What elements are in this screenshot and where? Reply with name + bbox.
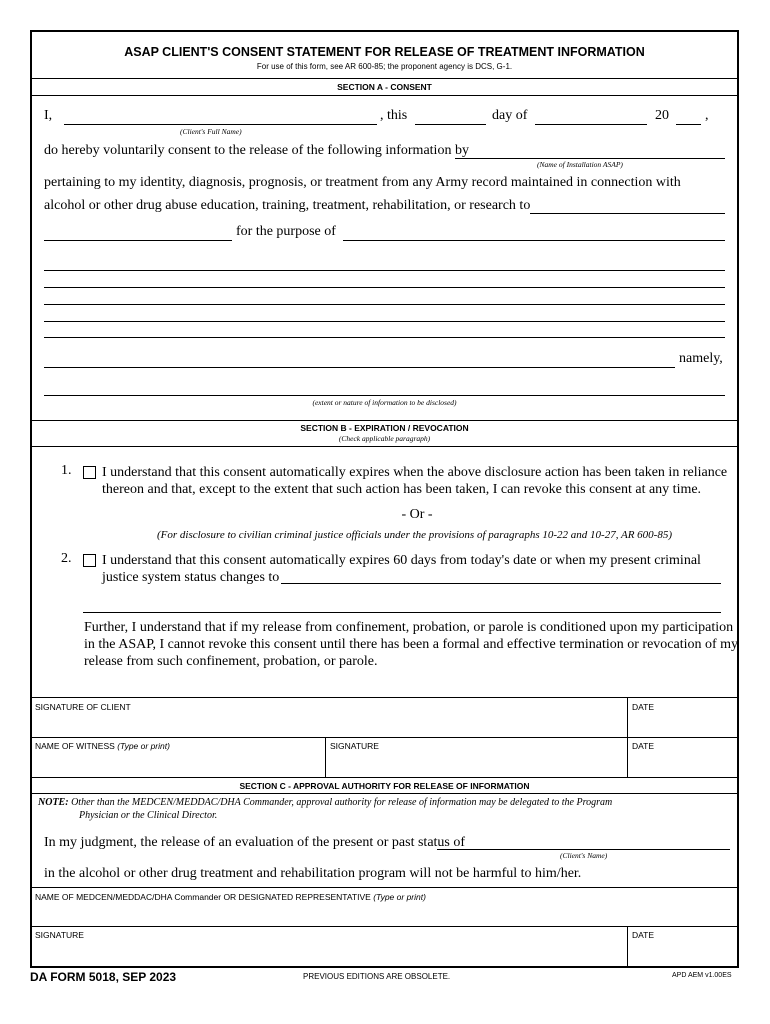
witness-date-field[interactable] [628, 752, 737, 776]
signature-label: SIGNATURE [35, 930, 84, 940]
comma: , [705, 108, 709, 123]
year-line [676, 124, 701, 125]
form-frame [30, 30, 739, 968]
witness-signature-field[interactable] [326, 752, 626, 776]
civilian-note: (For disclosure to civilian criminal justice officials under the provisions of paragraphs 10-22 and 10-27, AR 600-85) [156, 529, 673, 541]
divider [31, 887, 738, 888]
divider [31, 697, 738, 698]
section-c-heading: SECTION C - APPROVAL AUTHORITY FOR RELEASE OF INFORMATION [239, 781, 530, 791]
approval-signature-field[interactable] [32, 942, 626, 966]
month-line [535, 124, 647, 125]
blank-line[interactable] [44, 270, 725, 271]
item2-checkbox[interactable] [83, 554, 96, 567]
blank-line[interactable] [44, 337, 725, 338]
item2-line2: justice system status changes to [102, 570, 280, 585]
note-line2: Physician or the Clinical Director. [79, 810, 218, 821]
clients-name-caption: (Client's Name) [560, 851, 608, 860]
extent-line [44, 395, 725, 396]
section-a-heading: SECTION A - CONSENT [337, 82, 432, 92]
item2-line1: I understand that this consent automatically expires 60 days from today's date or when my present criminal [102, 553, 701, 568]
client-name-line [64, 124, 377, 125]
version: APD AEM v1.00ES [672, 972, 732, 979]
section-b-heading: SECTION B - EXPIRATION / REVOCATION [300, 423, 469, 433]
or-text: - Or - [401, 507, 433, 522]
day-of-label: day of [492, 108, 528, 123]
item2-number: 2. [61, 551, 72, 566]
client-date-field[interactable] [628, 712, 737, 736]
day-line [415, 124, 486, 125]
item1-number: 1. [61, 463, 72, 478]
divider [31, 446, 738, 447]
divider [31, 95, 738, 96]
item1-line1: I understand that this consent automatically expires when the above disclosure action has been taken in reliance [102, 465, 728, 480]
consent-text: do hereby voluntarily consent to the release of the following information by [44, 143, 469, 158]
blank-line[interactable] [44, 304, 725, 305]
item1-checkbox[interactable] [83, 466, 96, 479]
form-subtitle: For use of this form, see AR 600-85; the proponent agency is DCS, G-1. [256, 62, 513, 71]
status-change-line-2[interactable] [83, 612, 721, 613]
divider [31, 737, 738, 738]
program-text: in the alcohol or other drug treatment and rehabilitation program will not be harmful to him/her. [44, 866, 582, 881]
item1-line2: thereon and that, except to the extent that such action has been taken, I can revoke this consent at any time. [102, 482, 702, 497]
form-id: DA FORM 5018, SEP 2023 [30, 970, 177, 984]
witness-name-field[interactable] [32, 752, 324, 776]
status-change-line [281, 583, 721, 584]
purpose-line [343, 240, 725, 241]
divider [31, 78, 738, 79]
namely-line [44, 367, 675, 368]
date-label: DATE [632, 930, 655, 940]
blank-line[interactable] [44, 321, 725, 322]
divider [31, 420, 738, 421]
recipient-line [530, 213, 725, 214]
section-b-subheading: (Check applicable paragraph) [338, 434, 431, 443]
judgment-text: In my judgment, the release of an evaluation of the present or past status of [44, 835, 466, 850]
date-label: DATE [632, 702, 655, 712]
clients-name-line[interactable] [437, 849, 730, 850]
signature-of-client-label: SIGNATURE OF CLIENT [35, 702, 131, 712]
previous-editions: PREVIOUS EDITIONS ARE OBSOLETE. [303, 972, 451, 981]
divider [31, 926, 738, 927]
i-label: I, [44, 108, 53, 123]
blank-line[interactable] [44, 287, 725, 288]
date-label: DATE [632, 741, 655, 751]
recipient-cont-line [44, 240, 232, 241]
approval-date-field[interactable] [628, 942, 737, 966]
form-title: ASAP CLIENT'S CONSENT STATEMENT FOR RELEASE OF TREATMENT INFORMATION [124, 45, 645, 59]
namely-label: namely, [679, 351, 723, 366]
pertaining-text: pertaining to my identity, diagnosis, prognosis, or treatment from any Army record maintained in connection with [44, 175, 681, 190]
installation-line [455, 158, 725, 159]
divider [31, 777, 738, 778]
commander-note: (Type or print) [373, 892, 426, 902]
commander-name-label: NAME OF MEDCEN/MEDDAC/DHA Commander OR DESIGNATED REPRESENTATIVE (Type or print) [35, 892, 426, 902]
commander-name-field[interactable] [32, 903, 737, 925]
witness-name-label: NAME OF WITNESS (Type or print) [35, 741, 170, 751]
client-signature-field[interactable] [32, 712, 626, 736]
witness-name-note: (Type or print) [117, 741, 170, 751]
installation-caption: (Name of Installation ASAP) [537, 160, 623, 169]
this-label: , this [380, 108, 408, 123]
note-label: NOTE: [38, 797, 69, 808]
purpose-label: for the purpose of [236, 224, 336, 239]
year-prefix: 20 [655, 108, 669, 123]
divider [31, 793, 738, 794]
alcohol-text: alcohol or other drug abuse education, training, treatment, rehabilitation, or research to [44, 198, 531, 213]
client-name-caption: (Client's Full Name) [180, 127, 242, 136]
further-line3: release from such confinement, probation, or parole. [84, 654, 378, 669]
note-text: NOTE: Other than the MEDCEN/MEDDAC/DHA Commander, approval authority for release of information may be delegated to the Program [38, 797, 613, 808]
further-line1: Further, I understand that if my release from confinement, probation, or parole is conditioned upon my participation [84, 620, 734, 635]
extent-caption: (extent or nature of information to be disclosed) [312, 398, 457, 407]
further-line2: in the ASAP, I cannot revoke this consent until there has been a formal and effective termination or revocation of my [84, 637, 739, 652]
witness-signature-label: SIGNATURE [330, 741, 379, 751]
